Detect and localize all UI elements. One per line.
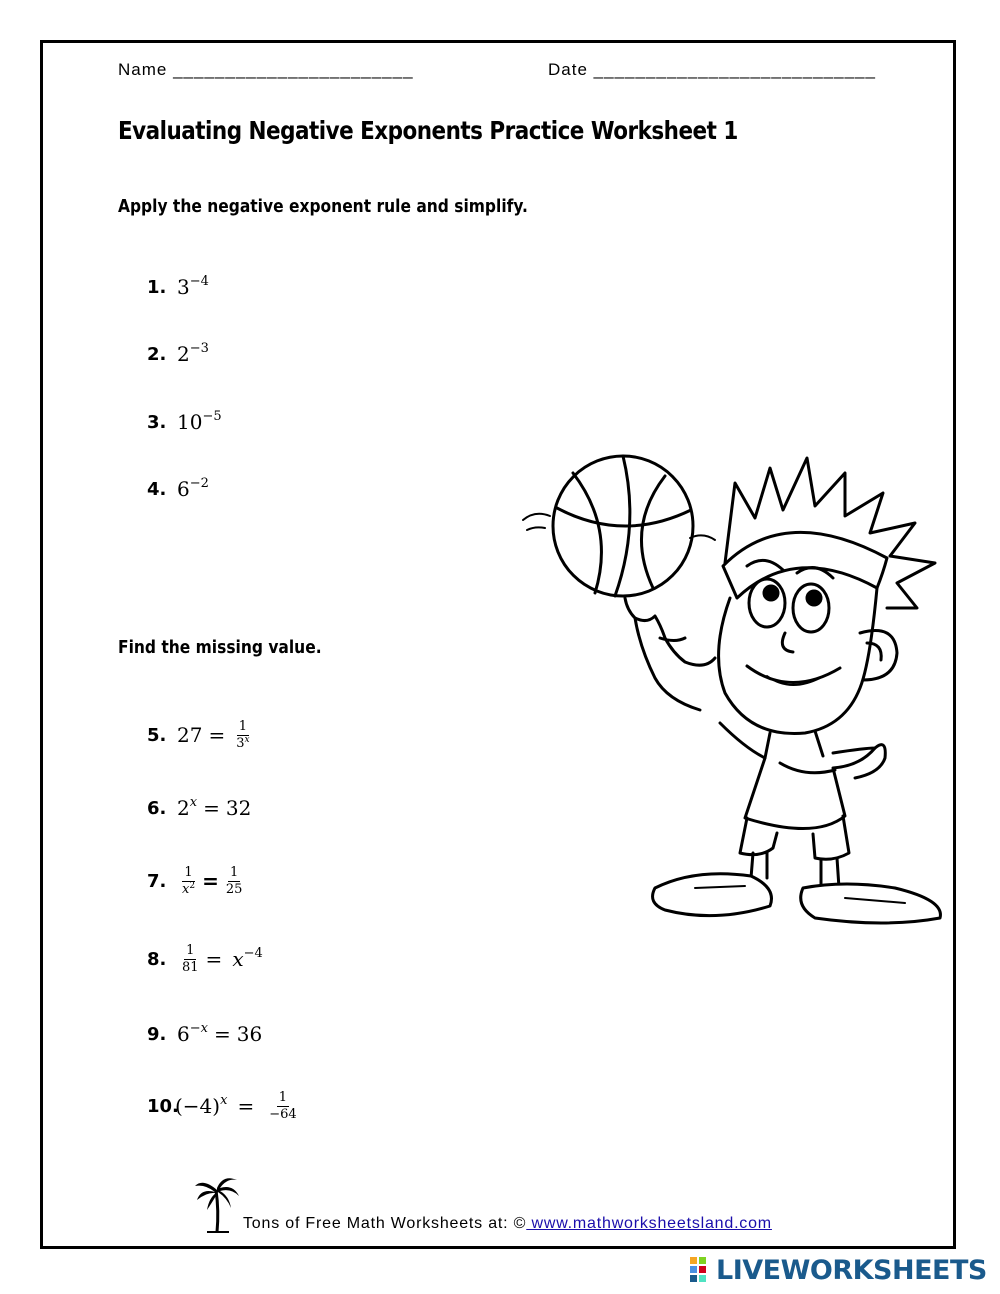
denominator: 81 <box>182 959 199 975</box>
problem-8 <box>147 939 263 979</box>
base: (−4) <box>175 1094 221 1118</box>
footer-link[interactable]: www.mathworksheetsland.com <box>526 1215 772 1232</box>
problem-number: 7. <box>147 870 167 892</box>
footer-text: Tons of Free Math Worksheets at: © <box>243 1215 527 1232</box>
name-field[interactable] <box>118 60 414 80</box>
palm-tree-icon <box>193 1176 241 1234</box>
exponent: −4 <box>189 274 209 289</box>
problem-10 <box>147 1086 302 1126</box>
problem-1 <box>147 267 209 307</box>
problem-number: 10. <box>147 1095 179 1117</box>
date-blank: ___________________________ <box>593 60 876 79</box>
equals-sign: = <box>203 796 220 820</box>
base: 6 <box>177 1022 190 1046</box>
numerator: 1 <box>238 718 248 734</box>
problem-number: 6. <box>147 797 167 819</box>
denominator-exponent: 2 <box>189 880 196 891</box>
date-field[interactable] <box>548 60 876 80</box>
section1-instruction: Apply the negative exponent rule and simplify. <box>118 196 528 217</box>
base: 2 <box>177 796 190 820</box>
numerator: 1 <box>184 864 193 880</box>
denominator-base: x <box>182 881 190 897</box>
exponent: −4 <box>243 946 263 961</box>
lhs-value: 27 <box>177 723 203 747</box>
problem-5 <box>147 715 255 755</box>
basketball-boy-illustration <box>515 448 955 933</box>
denominator-exponent: x <box>244 734 250 745</box>
problem-9 <box>147 1014 262 1054</box>
footer <box>243 1215 772 1233</box>
problem-number: 9. <box>147 1023 167 1045</box>
rhs-value: 36 <box>236 1022 263 1046</box>
date-label: Date <box>548 60 588 79</box>
name-label: Name <box>118 60 168 79</box>
worksheet-title: Evaluating Negative Exponents Practice Worksheet 1 <box>118 116 738 145</box>
problem-7 <box>147 861 247 901</box>
equals-sign: = <box>202 869 219 893</box>
exponent: −2 <box>189 476 209 491</box>
numerator: 1 <box>278 1089 288 1105</box>
problem-number: 5. <box>147 724 167 746</box>
denominator: −64 <box>269 1106 297 1122</box>
base: 10 <box>177 410 203 434</box>
base: 3 <box>177 275 190 299</box>
numerator: 1 <box>229 864 239 880</box>
fraction <box>180 943 201 976</box>
equals-sign: = <box>237 1094 255 1118</box>
base: x <box>232 947 244 971</box>
denominator: 25 <box>225 881 243 897</box>
problem-number: 3. <box>147 411 167 433</box>
numerator: 1 <box>186 942 195 958</box>
problem-number: 1. <box>147 276 167 298</box>
name-blank: _______________________ <box>173 60 414 79</box>
problem-2 <box>147 334 209 374</box>
equals-sign: = <box>208 723 226 747</box>
exponent: x <box>220 1093 228 1108</box>
denominator-base: 3 <box>236 735 245 751</box>
brand-name: LIVEWORKSHEETS <box>716 1254 987 1286</box>
fraction <box>267 1090 298 1123</box>
problem-number: 4. <box>147 478 167 500</box>
exponent: −5 <box>202 409 222 424</box>
liveworksheets-logo-icon <box>690 1257 716 1283</box>
fraction <box>180 865 197 898</box>
liveworksheets-brand <box>690 1254 987 1286</box>
rhs-value: 32 <box>225 796 252 820</box>
basketball-icon <box>523 456 715 596</box>
base: 6 <box>177 477 190 501</box>
fraction <box>234 719 251 752</box>
section2-instruction: Find the missing value. <box>118 637 322 658</box>
exponent: −x <box>189 1021 208 1036</box>
exponent: x <box>189 795 198 810</box>
problem-3 <box>147 402 222 442</box>
exponent: −3 <box>189 341 209 356</box>
equals-sign: = <box>213 1022 231 1046</box>
problem-number: 2. <box>147 343 167 365</box>
fraction <box>224 865 245 898</box>
base: 2 <box>177 342 190 366</box>
problem-6 <box>147 788 251 828</box>
equals-sign: = <box>205 947 223 971</box>
problem-4 <box>147 469 209 509</box>
problem-number: 8. <box>147 948 167 970</box>
